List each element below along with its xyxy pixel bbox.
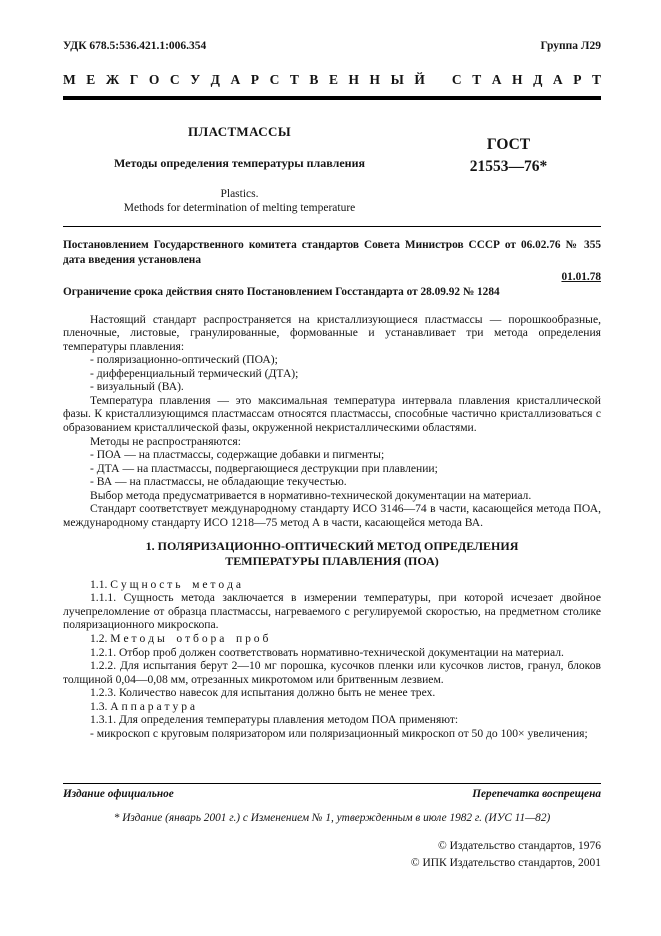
udk-code: УДК 678.5:536.421.1:006.354 bbox=[63, 40, 207, 52]
gost-label: ГОСТ bbox=[486, 136, 531, 153]
body-paragraph: 1.2.3. Количество навесок для испытания должно быть не менее трех. bbox=[90, 686, 436, 700]
body-paragraph: 1.1.1. Сущность метода заключается в измерении температуры, при которой исчезает двойное лучепреломление от образца пластмассы, нагреваемого с регулируемой скоростью, на предметном столике поляризационного микроскопа. bbox=[63, 591, 601, 632]
title-divider bbox=[63, 226, 601, 227]
body-paragraph: 1.2.2. Для испытания берут 2—10 мг порошка, кусочков пленки или кусочков листов, гранул, блоков толщиной 0,04—0,08 мм, отрезанных микротомом или бритвенным лезвием. bbox=[63, 659, 601, 686]
doc-subtitle-ru: Методы определения температуры плавления bbox=[114, 156, 365, 170]
list-item: - ВА — на пластмассы, не обладающие текучестью. bbox=[90, 475, 347, 489]
list-item: - ДТА — на пластмассы, подвергающиеся деструкции при плавлении; bbox=[90, 461, 438, 475]
group-code: Группа Л29 bbox=[540, 40, 601, 52]
top-codes-row bbox=[63, 40, 601, 52]
section-1-heading-line: ТЕМПЕРАТУРЫ ПЛАВЛЕНИЯ (ПОА) bbox=[225, 554, 439, 569]
standard-category-title: М Е Ж Г О С У Д А Р С Т В Е Н Н Ы Й С Т А Н Д А Р Т bbox=[63, 72, 601, 100]
body-paragraph: Стандарт соответствует международному стандарту ИСО 3146—74 в части, касающейся метода ПОА, международному стандарту ИСО 1218—75 метод А в части, касающейся метода ВА. bbox=[63, 502, 601, 529]
section-subheading: 1.2. М е т о д ы о т б о р а п р о б bbox=[90, 631, 269, 645]
body-paragraph: 1.3.1. Для определения температуры плавления методом ПОА применяют: bbox=[90, 713, 459, 727]
list-item: - микроскоп с круговым поляризатором или поляризационный микроскоп от 50 до 100× увеличения; bbox=[90, 726, 588, 740]
doc-title-en: Plastics. bbox=[220, 188, 259, 200]
page-footer bbox=[63, 783, 601, 871]
footer-notice-row bbox=[63, 783, 601, 800]
body-paragraph: Выбор метода предусматривается в нормативно-технической документации на материал. bbox=[90, 488, 532, 502]
introduction-date: 01.01.78 bbox=[561, 271, 601, 284]
section-1-heading-line: 1. ПОЛЯРИЗАЦИОННО-ОПТИЧЕСКИЙ МЕТОД ОПРЕДЕЛЕНИЯ bbox=[145, 538, 519, 553]
doc-title-ru: ПЛАСТМАССЫ bbox=[188, 124, 291, 139]
body-paragraph: Настоящий стандарт распространяется на кристаллизующиеся пластмассы — порошкообразные, пленочные, листовые, гранулированные, формованные и устанавливает три метода определения температуры плавления: bbox=[63, 312, 601, 353]
section-1-heading bbox=[63, 539, 601, 570]
list-item: - дифференциальный термический (ДТА); bbox=[90, 366, 299, 380]
body-paragraph: 1.2.1. Отбор проб должен соответствовать нормативно-технической документации на материал. bbox=[90, 645, 564, 659]
limitation-note: Ограничение срока действия снято Постановлением Госстандарта от 28.09.92 № 1284 bbox=[63, 286, 500, 299]
copyright-1976: © Издательство стандартов, 1976 bbox=[437, 840, 601, 852]
body-paragraph: Методы не распространяются: bbox=[90, 434, 241, 448]
footer-official-edition: Издание официальное bbox=[63, 788, 174, 800]
list-item: - поляризационно-оптический (ПОА); bbox=[90, 353, 278, 367]
decree-paragraph: Постановлением Государственного комитета стандартов Совета Министров СССР от 06.02.76 № 355 дата введения установлена bbox=[63, 238, 601, 266]
gost-designation bbox=[416, 118, 601, 216]
page-content bbox=[63, 40, 601, 740]
introduction-date-row bbox=[63, 271, 601, 283]
title-block bbox=[63, 118, 601, 216]
edition-footnote: * Издание (январь 2001 г.) с Изменением № 1, утвержденным в июле 1982 г. (ИУС 11—82) bbox=[113, 812, 551, 824]
list-item: - визуальный (ВА). bbox=[90, 380, 184, 394]
title-column bbox=[63, 118, 416, 216]
standard-body bbox=[63, 313, 601, 741]
copyright-block bbox=[63, 838, 601, 871]
doc-subtitle-en: Methods for determination of melting temperature bbox=[123, 202, 356, 215]
footer-reprint-notice: Перепечатка воспрещена bbox=[472, 788, 601, 800]
copyright-2001: © ИПК Издательство стандартов, 2001 bbox=[410, 856, 601, 869]
section-subheading: 1.1. С у щ н о с т ь м е т о д а bbox=[90, 577, 242, 591]
body-paragraph: Температура плавления — это максимальная температура интервала плавления кристаллической фазы. К кристаллизующимся пластмассам относятся пластмассы, способные частично кристаллизоваться с образованием кристаллической фазы, окруженной некристаллическими областями. bbox=[63, 393, 601, 434]
list-item: - ПОА — на пластмассы, содержащие добавки и пигменты; bbox=[90, 448, 385, 462]
gost-number: 21553—76* bbox=[469, 158, 548, 176]
section-subheading: 1.3. А п п а р а т у р а bbox=[90, 699, 196, 713]
